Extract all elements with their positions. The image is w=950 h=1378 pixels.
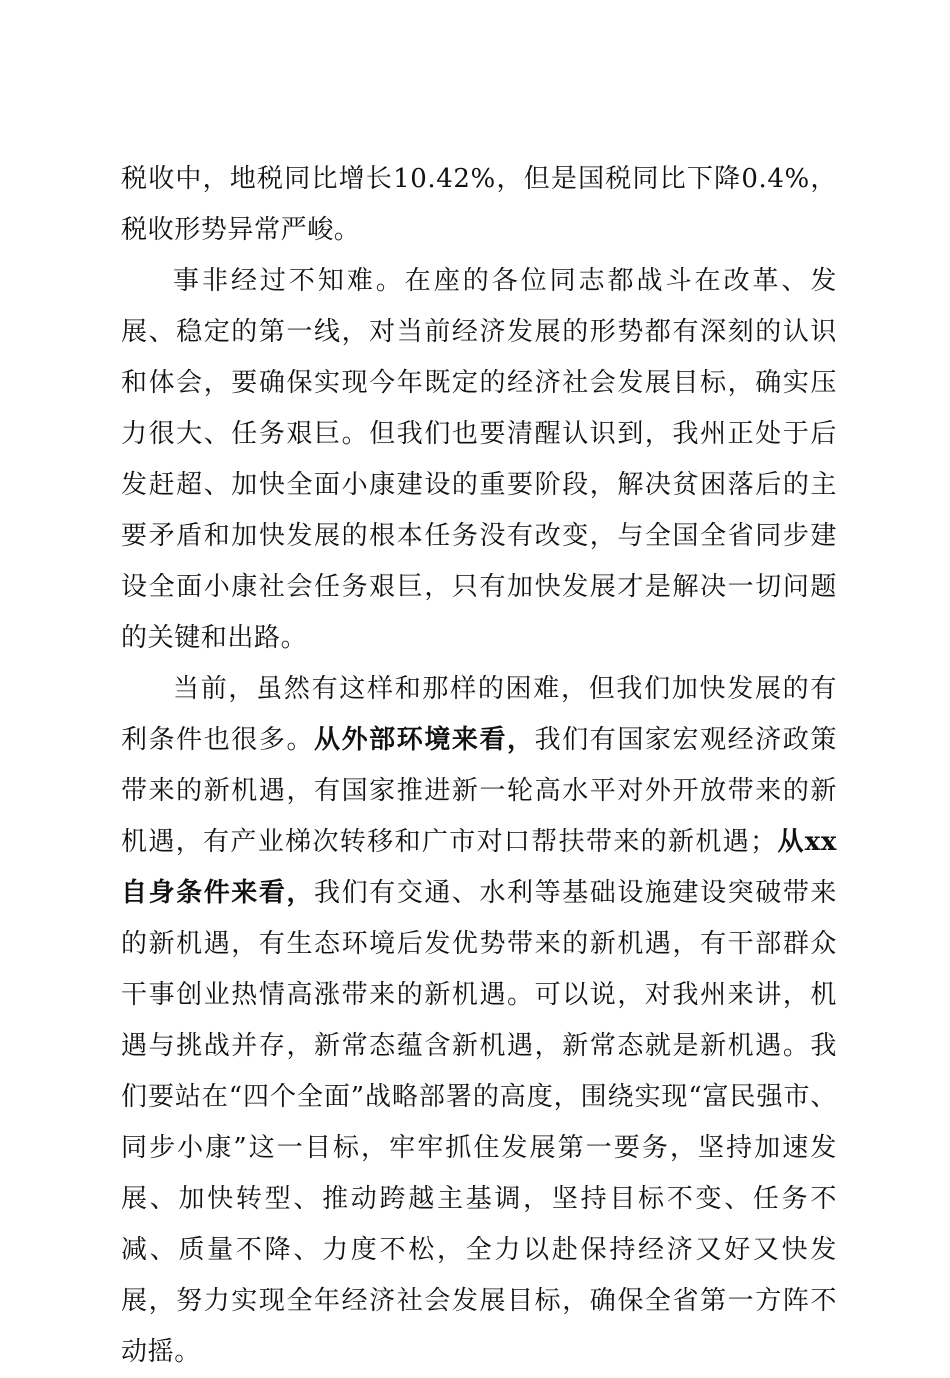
bold-heading-internal: 从xx自身条件来看， — [121, 827, 837, 908]
bold-heading-external: 从外部环境来看， — [314, 725, 535, 755]
body-text — [121, 154, 837, 1378]
paragraph-text: 事非经过不知难。在座的各位同志都战斗在改革、发展、稳定的第一线，对当前经济发展的形势都有深刻的认识和体会，要确保实现今年既定的经济社会发展目标，确实压力很大、任务艰巨。但我们也要清醒认识到，我州正处于后发赶超、加快全面小康建设的重要阶段，解决贫困落后的主要矛盾和加快发展的根本任务没有改变，与全国全省同步建设全面小康社会任务艰巨，只有加快发展才是解决一切问题的关键和出路。 — [121, 266, 837, 653]
paragraph-text: 当前，虽然有这样和那样的困难，但我们加快发展的有利条件也很多。 — [121, 674, 837, 755]
paragraph-continued — [121, 154, 837, 256]
paragraph-text: 我们有交通、水利等基础设施建设突破带来的新机遇，有生态环境后发优势带来的新机遇，有干部群众干事创业热情高涨带来的新机遇。可以说，对我州来讲，机遇与挑战并存，新常态蕴含新机遇，新常态就是新机遇。我们要站在“四个全面”战略部署的高度，围绕实现“富民强市、同步小康”这一目标，牢牢抓住发展第一要务，坚持加速发展、加快转型、推动跨越主基调，坚持目标不变、任务不减、质量不降、力度不松，全力以赴保持经济又好又快发展，努力实现全年经济社会发展目标，确保全省第一方阵不动摇。 — [121, 878, 837, 1367]
paragraph-difficulty — [121, 256, 837, 664]
paragraph-text: 税收中，地税同比增长10.42%，但是国税同比下降0.4%，税收形势异常严峻。 — [121, 164, 837, 245]
paragraph-opportunities — [121, 664, 837, 1378]
paragraph-text: 我们有国家宏观经济政策带来的新机遇，有国家推进新一轮高水平对外开放带来的新机遇，有产业梯次转移和广市对口帮扶带来的新机遇； — [121, 725, 837, 857]
